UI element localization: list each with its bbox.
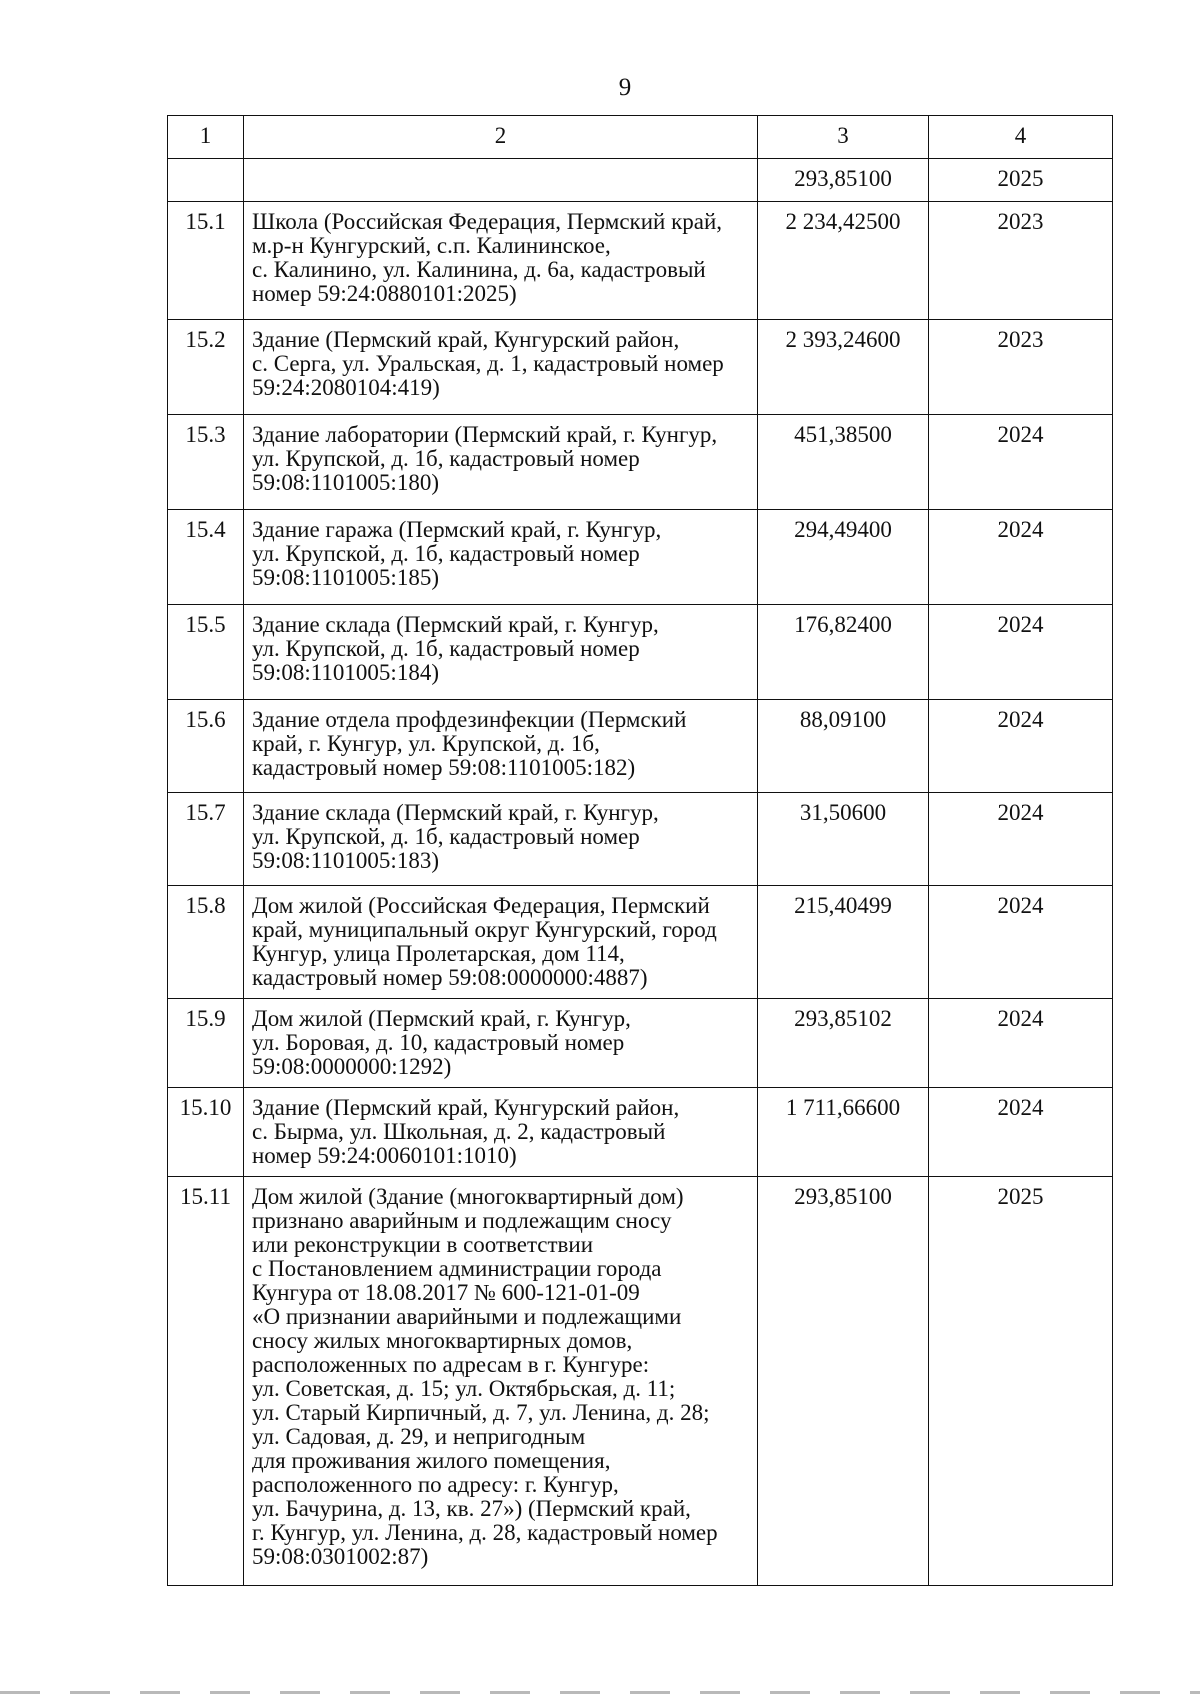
value-cell: 293,85100 (758, 1177, 929, 1586)
description-cell: Дом жилой (Пермский край, г. Кунгур, ул. Боровая, д. 10, кадастровый номер 59:08:0000000:1292) (244, 999, 758, 1088)
value-cell: 2 393,24600 (758, 320, 929, 415)
description-cell: Здание (Пермский край, Кунгурский район, с. Бырма, ул. Школьная, д. 2, кадастровый номер 59:24:0060101:1010) (244, 1088, 758, 1177)
value-cell: 176,82400 (758, 605, 929, 700)
description-cell: Здание отдела профдезинфекции (Пермский край, г. Кунгур, ул. Крупской, д. 1б, кадастровый номер 59:08:1101005:182) (244, 700, 758, 793)
year-cell: 2024 (929, 415, 1113, 510)
row-number-cell: 15.1 (168, 202, 244, 320)
table-row (168, 1088, 1113, 1177)
value-cell: 293,85100 (758, 159, 929, 202)
row-number-cell: 15.7 (168, 793, 244, 886)
year-cell: 2023 (929, 202, 1113, 320)
table-header-row (168, 116, 1113, 159)
table-row (168, 415, 1113, 510)
scan-edge-divider (0, 1691, 1200, 1694)
description-cell: Здание склада (Пермский край, г. Кунгур, ул. Крупской, д. 1б, кадастровый номер 59:08:1101005:183) (244, 793, 758, 886)
continuation-row (168, 159, 1113, 202)
table-row (168, 510, 1113, 605)
year-cell: 2025 (929, 1177, 1113, 1586)
year-cell: 2024 (929, 999, 1113, 1088)
year-cell: 2024 (929, 793, 1113, 886)
year-cell: 2024 (929, 700, 1113, 793)
description-cell: Здание склада (Пермский край, г. Кунгур, ул. Крупской, д. 1б, кадастровый номер 59:08:1101005:184) (244, 605, 758, 700)
value-cell: 215,40499 (758, 886, 929, 999)
row-number-cell: 15.2 (168, 320, 244, 415)
row-number-cell: 15.10 (168, 1088, 244, 1177)
row-number-cell: 15.6 (168, 700, 244, 793)
row-number-cell: 15.8 (168, 886, 244, 999)
description-cell: Школа (Российская Федерация, Пермский край, м.р-н Кунгурский, с.п. Калининское, с. Калинино, ул. Калинина, д. 6а, кадастровый номер 59:24:0880101:2025) (244, 202, 758, 320)
row-number-cell: 15.9 (168, 999, 244, 1088)
description-cell (244, 159, 758, 202)
table-row (168, 202, 1113, 320)
column-header-2: 2 (244, 116, 758, 159)
table-row (168, 1177, 1113, 1586)
value-cell: 294,49400 (758, 510, 929, 605)
row-number-cell: 15.4 (168, 510, 244, 605)
table-row (168, 700, 1113, 793)
row-number-cell: 15.3 (168, 415, 244, 510)
description-cell: Здание (Пермский край, Кунгурский район, с. Серга, ул. Уральская, д. 1, кадастровый номер 59:24:2080104:419) (244, 320, 758, 415)
year-cell: 2023 (929, 320, 1113, 415)
year-cell: 2024 (929, 886, 1113, 999)
table-row (168, 605, 1113, 700)
description-cell: Дом жилой (Российская Федерация, Пермский край, муниципальный округ Кунгурский, город Кунгур, улица Пролетарская, дом 114, кадастровый номер 59:08:0000000:4887) (244, 886, 758, 999)
table-row (168, 999, 1113, 1088)
year-cell: 2024 (929, 1088, 1113, 1177)
year-cell: 2024 (929, 605, 1113, 700)
column-header-1: 1 (168, 116, 244, 159)
value-cell: 88,09100 (758, 700, 929, 793)
value-cell: 2 234,42500 (758, 202, 929, 320)
property-table (167, 115, 1113, 1586)
column-header-4: 4 (929, 116, 1113, 159)
row-number-cell: 15.5 (168, 605, 244, 700)
column-header-3: 3 (758, 116, 929, 159)
value-cell: 293,85102 (758, 999, 929, 1088)
value-cell: 1 711,66600 (758, 1088, 929, 1177)
row-number-cell (168, 159, 244, 202)
description-cell: Дом жилой (Здание (многоквартирный дом) признано аварийным и подлежащим сносу или реконструкции в соответствии с Постановлением администрации города Кунгура от 18.08.2017 № 600-121-01-09 «О признании аварийными и подлежащими сносу жилых многоквартирных домов, расположенных по адресам в г. Кунгуре: ул. Советская, д. 15; ул. Октябрьская, д. 11; ул. Старый Кирпичный, д. 7, ул. Ленина, д. 28; ул. Садовая, д. 29, и непригодным для проживания жилого помещения, расположенного по адресу: г. Кунгур, ул. Бачурина, д. 13, кв. 27») (Пермский край, г. Кунгур, ул. Ленина, д. 28, кадастровый номер 59:08:0301002:87) (244, 1177, 758, 1586)
row-number-cell: 15.11 (168, 1177, 244, 1586)
table-row (168, 886, 1113, 999)
page-number: 9 (618, 74, 632, 101)
value-cell: 451,38500 (758, 415, 929, 510)
year-cell: 2024 (929, 510, 1113, 605)
year-cell: 2025 (929, 159, 1113, 202)
description-cell: Здание гаража (Пермский край, г. Кунгур, ул. Крупской, д. 1б, кадастровый номер 59:08:1101005:185) (244, 510, 758, 605)
value-cell: 31,50600 (758, 793, 929, 886)
table-row (168, 320, 1113, 415)
description-cell: Здание лаборатории (Пермский край, г. Кунгур, ул. Крупской, д. 1б, кадастровый номер 59:08:1101005:180) (244, 415, 758, 510)
table-row (168, 793, 1113, 886)
